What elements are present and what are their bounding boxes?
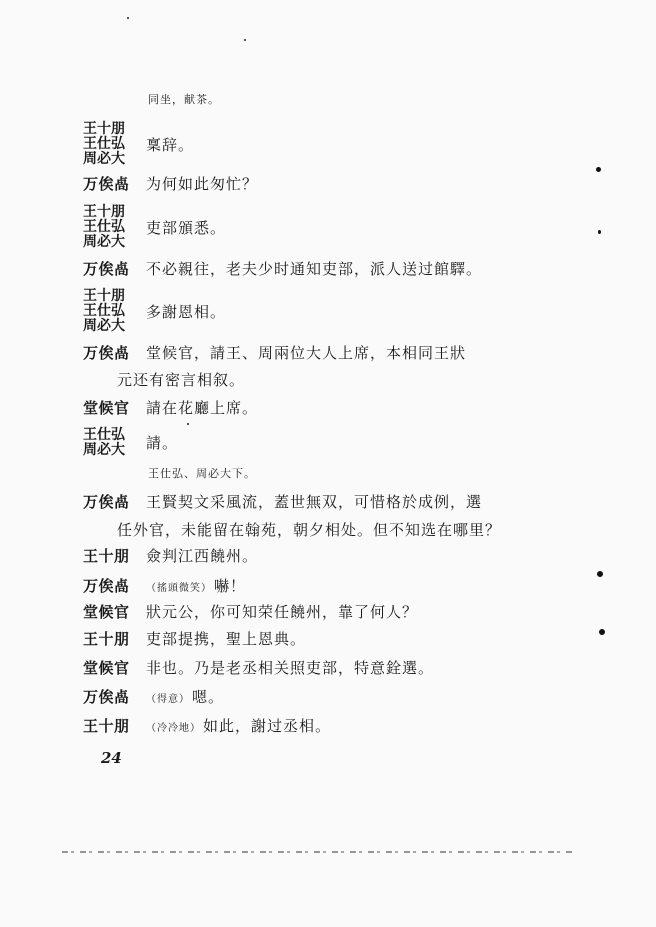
speaker-name: 王仕弘 bbox=[83, 303, 125, 319]
ink-speck bbox=[596, 167, 601, 172]
speaker-group bbox=[83, 122, 125, 167]
dialogue-line: 不必親往，老夫少时通知吏部，派人送过館驛。 bbox=[146, 260, 483, 278]
speaker-name: 王十朋 bbox=[83, 288, 125, 304]
dialogue-line: 稟辞。 bbox=[146, 136, 195, 154]
speaker-name: 周必大 bbox=[83, 234, 125, 250]
dialogue-text: 嚇！ bbox=[214, 577, 247, 595]
dialogue-line: 堂候官，請王、周兩位大人上席，本相同王狀 bbox=[146, 344, 467, 362]
speaker-group bbox=[83, 428, 125, 458]
stage-direction: 王仕弘、周必大下。 bbox=[148, 467, 256, 480]
dialogue-line: 任外官，未能留在翰苑，朝夕相处。但不知选在哪里？ bbox=[117, 521, 502, 539]
speaker-name: 万俟卨 bbox=[83, 344, 130, 362]
speaker-name: 周必大 bbox=[83, 151, 125, 167]
dialogue-line: 狀元公，你可知荣任饒州，靠了何人？ bbox=[146, 603, 419, 621]
speaker-name: 万俟卨 bbox=[83, 493, 130, 511]
stage-direction: （冷冷地） bbox=[146, 723, 201, 734]
speaker-name: 堂候官 bbox=[83, 399, 130, 417]
dialogue-line: 僉判江西饒州。 bbox=[146, 547, 259, 565]
ink-speck bbox=[244, 39, 246, 41]
speaker-name: 周必大 bbox=[83, 318, 125, 334]
speaker-name: 王仕弘 bbox=[83, 219, 125, 235]
dialogue-text: 嗯。 bbox=[192, 688, 225, 706]
speaker-group bbox=[83, 289, 125, 334]
dialogue-line: 为何如此匆忙？ bbox=[146, 175, 259, 193]
speaker-name: 王十朋 bbox=[83, 121, 125, 137]
dialogue-line: 吏部提携，聖上恩典。 bbox=[146, 630, 307, 648]
dialogue-line: 元还有密言相叙。 bbox=[117, 371, 246, 389]
dialogue-line: 多謝恩相。 bbox=[146, 303, 227, 321]
speaker-name: 堂候官 bbox=[83, 659, 130, 677]
speaker-name: 堂候官 bbox=[83, 603, 130, 621]
speaker-name: 万俟卨 bbox=[83, 260, 130, 278]
speaker-name: 万俟卨 bbox=[83, 688, 130, 706]
dialogue-line bbox=[146, 579, 246, 594]
speaker-name: 王十朋 bbox=[83, 717, 130, 735]
dialogue-line: 請在花廳上席。 bbox=[146, 399, 259, 417]
ink-speck bbox=[599, 629, 605, 635]
dialogue-text: 如此，謝过丞相。 bbox=[203, 717, 332, 735]
stage-direction: （搖頭微笑） bbox=[146, 583, 212, 594]
speaker-name: 王十朋 bbox=[83, 547, 130, 565]
dialogue-line bbox=[146, 719, 331, 734]
dialogue-line: 王賢契文采風流，蓋世無双，可惜格於成例，選 bbox=[146, 493, 483, 511]
speaker-group bbox=[83, 205, 125, 250]
ink-speck bbox=[597, 571, 603, 577]
stage-direction: 同坐，献茶。 bbox=[148, 93, 220, 106]
stage-direction: （得意） bbox=[146, 694, 190, 705]
speaker-name: 万俟卨 bbox=[83, 577, 130, 595]
ink-speck bbox=[598, 230, 601, 234]
page-number: 24 bbox=[101, 749, 122, 767]
dialogue-line: 吏部頒悉。 bbox=[146, 219, 227, 237]
speaker-name: 周必大 bbox=[83, 442, 125, 458]
speaker-name: 王仕弘 bbox=[83, 136, 125, 152]
ink-speck bbox=[127, 17, 129, 19]
dialogue-line: 請。 bbox=[146, 434, 179, 452]
page-edge-rule bbox=[62, 851, 572, 853]
speaker-name: 王十朋 bbox=[83, 204, 125, 220]
speaker-name: 王十朋 bbox=[83, 630, 130, 648]
speaker-name: 王仕弘 bbox=[83, 427, 125, 443]
speaker-name: 万俟卨 bbox=[83, 175, 130, 193]
ink-speck bbox=[187, 423, 189, 425]
dialogue-line: 非也。乃是老丞相关照吏部，特意銓選。 bbox=[146, 659, 435, 677]
dialogue-line bbox=[146, 690, 224, 705]
